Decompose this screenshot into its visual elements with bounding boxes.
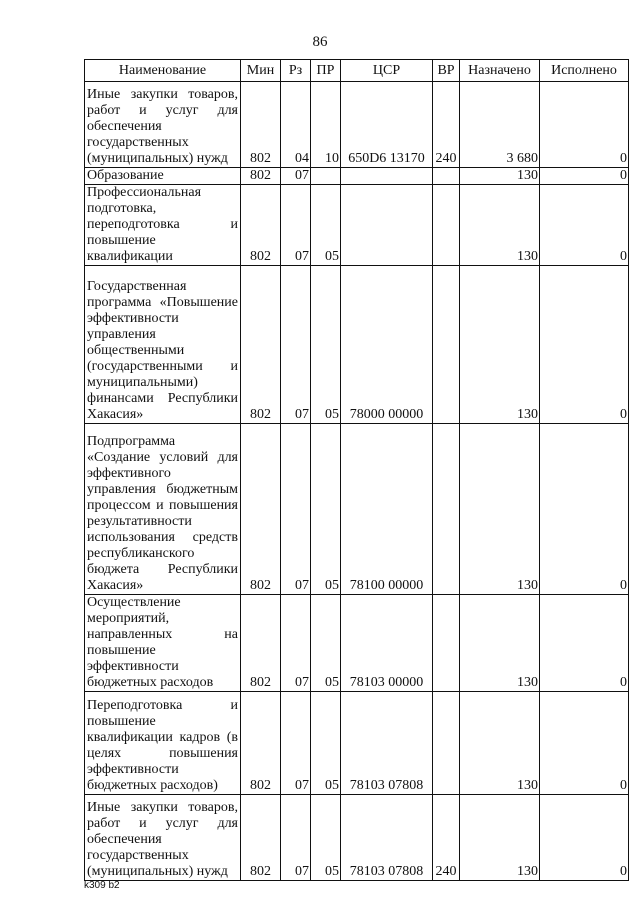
cell-min: 802 xyxy=(241,168,281,185)
cell-name: Переподготовка и повышение квалификации кадров (в целях повышения эффективности бюджетных расходов) xyxy=(85,692,241,795)
cell-rz: 07 xyxy=(281,424,311,595)
header-done: Исполнено xyxy=(540,60,629,82)
budget-table xyxy=(84,59,629,881)
header-min: Мин xyxy=(241,60,281,82)
table-row xyxy=(85,595,629,692)
cell-csr xyxy=(341,168,433,185)
cell-csr: 78103 07808 xyxy=(341,692,433,795)
cell-assigned: 130 xyxy=(460,595,540,692)
table-row xyxy=(85,692,629,795)
cell-done: 0 xyxy=(540,185,629,266)
cell-pr: 05 xyxy=(311,266,341,424)
cell-min: 802 xyxy=(241,595,281,692)
cell-rz: 07 xyxy=(281,692,311,795)
cell-name: Иные закупки товаров, работ и услуг для обеспечения государственных (муниципальных) нужд xyxy=(85,795,241,881)
header-pr: ПР xyxy=(311,60,341,82)
cell-rz: 04 xyxy=(281,82,311,168)
header-name: Наименование xyxy=(85,60,241,82)
cell-min: 802 xyxy=(241,82,281,168)
cell-min: 802 xyxy=(241,266,281,424)
header-vr: ВР xyxy=(433,60,460,82)
cell-pr: 05 xyxy=(311,185,341,266)
cell-csr: 78100 00000 xyxy=(341,424,433,595)
cell-min: 802 xyxy=(241,424,281,595)
cell-name: Иные закупки товаров, работ и услуг для обеспечения государственных (муниципальных) нужд xyxy=(85,82,241,168)
header-csr: ЦСР xyxy=(341,60,433,82)
cell-pr: 05 xyxy=(311,795,341,881)
cell-vr xyxy=(433,266,460,424)
cell-assigned: 130 xyxy=(460,266,540,424)
header-rz: Рз xyxy=(281,60,311,82)
cell-rz: 07 xyxy=(281,795,311,881)
cell-name: Профессиональная подготовка, переподготовка и повышение квалификации xyxy=(85,185,241,266)
cell-vr: 240 xyxy=(433,82,460,168)
cell-done: 0 xyxy=(540,168,629,185)
cell-done: 0 xyxy=(540,692,629,795)
cell-assigned: 130 xyxy=(460,692,540,795)
cell-min: 802 xyxy=(241,185,281,266)
cell-vr xyxy=(433,168,460,185)
table-row xyxy=(85,795,629,881)
cell-pr: 05 xyxy=(311,692,341,795)
cell-assigned: 130 xyxy=(460,424,540,595)
cell-pr: 05 xyxy=(311,595,341,692)
cell-done: 0 xyxy=(540,266,629,424)
cell-pr xyxy=(311,168,341,185)
cell-done: 0 xyxy=(540,795,629,881)
cell-rz: 07 xyxy=(281,595,311,692)
cell-csr: 650D6 13170 xyxy=(341,82,433,168)
table-header-row xyxy=(85,60,629,82)
cell-min: 802 xyxy=(241,795,281,881)
cell-done: 0 xyxy=(540,595,629,692)
table-row xyxy=(85,424,629,595)
table-row xyxy=(85,82,629,168)
cell-vr xyxy=(433,692,460,795)
cell-name: Осуществление мероприятий, направленных на повышение эффективности бюджетных расходов xyxy=(85,595,241,692)
cell-vr xyxy=(433,185,460,266)
cell-vr: 240 xyxy=(433,795,460,881)
footer-code: k309 b2 xyxy=(84,880,120,891)
cell-pr: 05 xyxy=(311,424,341,595)
table-row xyxy=(85,168,629,185)
cell-done: 0 xyxy=(540,424,629,595)
cell-pr: 10 xyxy=(311,82,341,168)
cell-rz: 07 xyxy=(281,168,311,185)
cell-assigned: 130 xyxy=(460,795,540,881)
cell-min: 802 xyxy=(241,692,281,795)
cell-name: Государственная программа «Повышение эффективности управления общественными (государственными и муниципальными) финансами Республики Хакасия» xyxy=(85,266,241,424)
table-row xyxy=(85,185,629,266)
table-row xyxy=(85,266,629,424)
cell-done: 0 xyxy=(540,82,629,168)
cell-name: Образование xyxy=(85,168,241,185)
cell-csr: 78103 00000 xyxy=(341,595,433,692)
cell-rz: 07 xyxy=(281,266,311,424)
cell-assigned: 3 680 xyxy=(460,82,540,168)
cell-csr xyxy=(341,185,433,266)
cell-name: Подпрограмма «Создание условий для эффективного управления бюджетным процессом и повышения результативности использования средств республиканского бюджета Республики Хакасия» xyxy=(85,424,241,595)
cell-assigned: 130 xyxy=(460,168,540,185)
page-number: 86 xyxy=(312,34,328,50)
cell-csr: 78103 07808 xyxy=(341,795,433,881)
cell-assigned: 130 xyxy=(460,185,540,266)
cell-vr xyxy=(433,595,460,692)
header-assigned: Назначено xyxy=(460,60,540,82)
cell-vr xyxy=(433,424,460,595)
cell-rz: 07 xyxy=(281,185,311,266)
cell-csr: 78000 00000 xyxy=(341,266,433,424)
